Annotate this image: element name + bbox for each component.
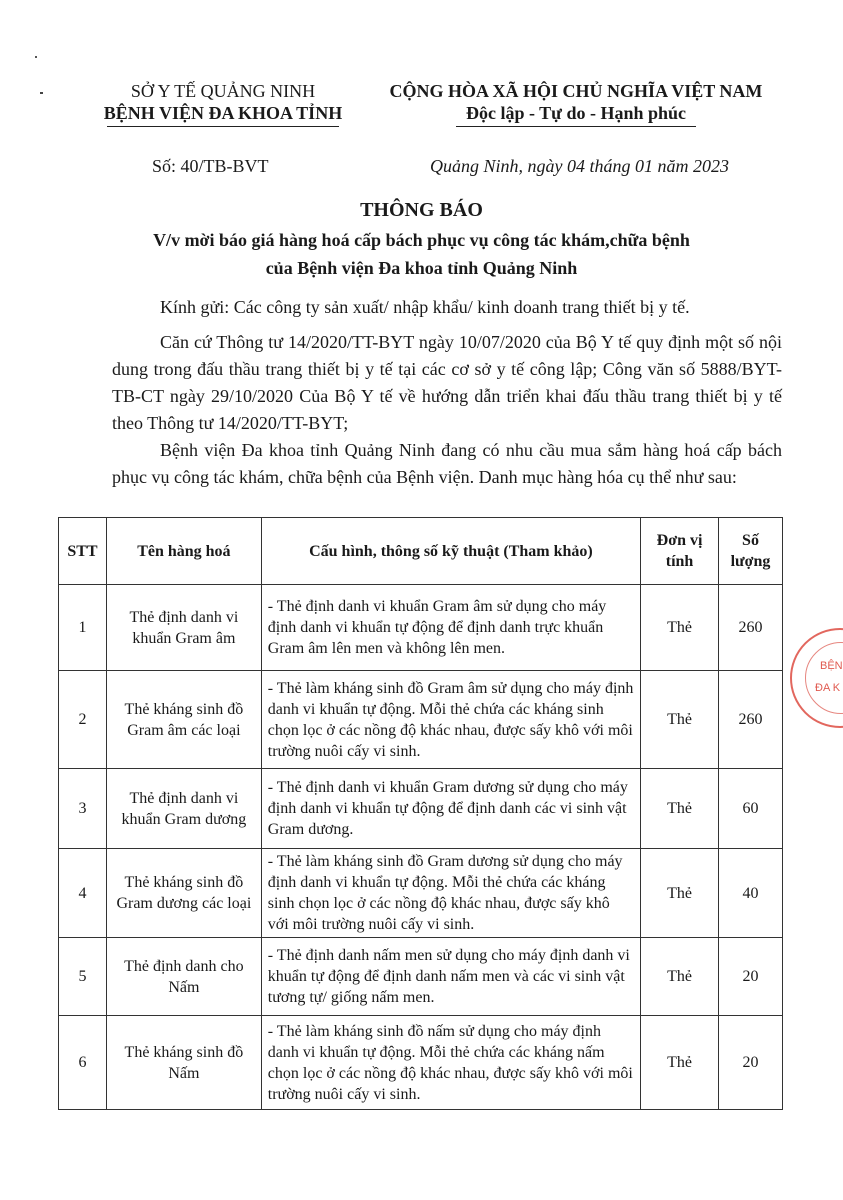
cell-unit: Thẻ [641, 671, 719, 769]
cell-stt: 4 [59, 849, 107, 938]
cell-unit: Thẻ [641, 938, 719, 1016]
header-qty: Số lượng [719, 518, 783, 585]
table-row [59, 849, 783, 938]
cell-stt: 1 [59, 585, 107, 671]
cell-stt: 3 [59, 769, 107, 849]
cell-qty: 40 [719, 849, 783, 938]
seal-text-top: BỆN [820, 660, 843, 672]
cell-qty: 60 [719, 769, 783, 849]
cell-qty: 20 [719, 1016, 783, 1110]
document-subject-line2: của Bệnh viện Đa khoa tỉnh Quảng Ninh [265, 258, 578, 278]
header-name: Tên hàng hoá [106, 518, 261, 585]
cell-unit: Thẻ [641, 769, 719, 849]
document-number: Số: 40/TB-BVT [152, 156, 269, 176]
motto-underline [456, 126, 696, 127]
intro-paragraph: Bệnh viện Đa khoa tỉnh Quảng Ninh đang có nhu cầu mua sắm hàng hoá cấp bách phục vụ công tác khám, chữa bệnh của Bệnh viện. Danh mục hàng hóa cụ thể như sau: [112, 440, 782, 487]
national-title: CỘNG HÒA XÃ HỘI CHỦ NGHĨA VIỆT NAM [389, 81, 763, 101]
cell-unit: Thẻ [641, 1016, 719, 1110]
header-unit: Đơn vị tính [641, 518, 719, 585]
cell-name: Thẻ kháng sinh đồ Gram dương các loại [106, 849, 261, 938]
cell-qty: 260 [719, 585, 783, 671]
cell-qty: 260 [719, 671, 783, 769]
cell-spec: - Thẻ làm kháng sinh đồ nấm sử dụng cho máy định danh vi khuẩn tự động. Mỗi thẻ chứa các kháng nấm chọn lọc ở các nồng độ khác nhau, được sấy khô với môi trường nuôi cấy vi sinh. [261, 1016, 640, 1110]
cell-stt: 6 [59, 1016, 107, 1110]
table-row [59, 1016, 783, 1110]
table-row [59, 585, 783, 671]
cell-name: Thẻ kháng sinh đồ Gram âm các loại [106, 671, 261, 769]
national-header [372, 80, 780, 127]
cell-unit: Thẻ [641, 585, 719, 671]
scan-speck [40, 92, 43, 94]
document-date: Quảng Ninh, ngày 04 tháng 01 năm 2023 [430, 156, 729, 176]
legal-basis-paragraph: Căn cứ Thông tư 14/2020/TT-BYT ngày 10/07/2020 của Bộ Y tế quy định một số nội dung trong đấu thầu trang thiết bị y tế tại các cơ sở y tế công lập; Công văn số 5888/BYT-TB-CT ngày 29/10/2020 Của Bộ Y tế về hướng dẫn triển khai đấu thầu trang thiết bị y tế theo Thông tư 14/2020/TT-BYT; [112, 332, 782, 433]
header-spec: Cấu hình, thông số kỹ thuật (Tham khảo) [261, 518, 640, 585]
cell-unit: Thẻ [641, 849, 719, 938]
cell-name: Thẻ định danh vi khuẩn Gram âm [106, 585, 261, 671]
cell-stt: 2 [59, 671, 107, 769]
cell-spec: - Thẻ định danh vi khuẩn Gram dương sử dụng cho máy định danh vi khuẩn tự động để định danh các vi sinh vật Gram dương. [261, 769, 640, 849]
document-title: THÔNG BÁO [360, 199, 483, 221]
document-subject-line1: V/v mời báo giá hàng hoá cấp bách phục vụ công tác khám,chữa bệnh [153, 230, 690, 250]
table-header-row [59, 518, 783, 585]
cell-qty: 20 [719, 938, 783, 1016]
issuer-underline [107, 126, 339, 127]
issuer-header [88, 80, 358, 127]
cell-name: Thẻ định danh vi khuẩn Gram dương [106, 769, 261, 849]
table-row [59, 671, 783, 769]
issuer-department: SỞ Y TẾ QUẢNG NINH [130, 81, 316, 101]
cell-stt: 5 [59, 938, 107, 1016]
cell-spec: - Thẻ làm kháng sinh đồ Gram âm sử dụng cho máy định danh vi khuẩn tự động. Mỗi thẻ chứa các kháng sinh chọn lọc ở các nồng độ khác nhau, được sấy khô với môi trường nuôi cấy vi sinh. [261, 671, 640, 769]
scan-speck [35, 56, 37, 58]
cell-spec: - Thẻ định danh vi khuẩn Gram âm sử dụng cho máy định danh vi khuẩn tự động để định danh trực khuẩn Gram âm lên men và không lên men. [261, 585, 640, 671]
issuer-hospital: BỆNH VIỆN ĐA KHOA TỈNH [103, 103, 343, 123]
goods-table [58, 517, 783, 1110]
seal-text-bottom: ĐA K [815, 682, 841, 694]
greeting-paragraph: Kính gửi: Các công ty sản xuất/ nhập khẩu/ kinh doanh trang thiết bị y tế. [160, 297, 690, 317]
cell-name: Thẻ định danh cho Nấm [106, 938, 261, 1016]
cell-spec: - Thẻ làm kháng sinh đồ Gram dương sử dụng cho máy định danh vi khuẩn tự động. Mỗi thẻ chứa các kháng sinh chọn lọc ở các nồng độ khác nhau, được sấy khô với môi trường nuôi cấy vi sinh. [261, 849, 640, 938]
cell-spec: - Thẻ định danh nấm men sử dụng cho máy định danh vi khuẩn tự động để định danh nấm men và các vi sinh vật tương tự/ giống nấm men. [261, 938, 640, 1016]
national-motto: Độc lập - Tự do - Hạnh phúc [465, 103, 687, 123]
cell-name: Thẻ kháng sinh đồ Nấm [106, 1016, 261, 1110]
table-row [59, 769, 783, 849]
header-stt: STT [59, 518, 107, 585]
table-row [59, 938, 783, 1016]
